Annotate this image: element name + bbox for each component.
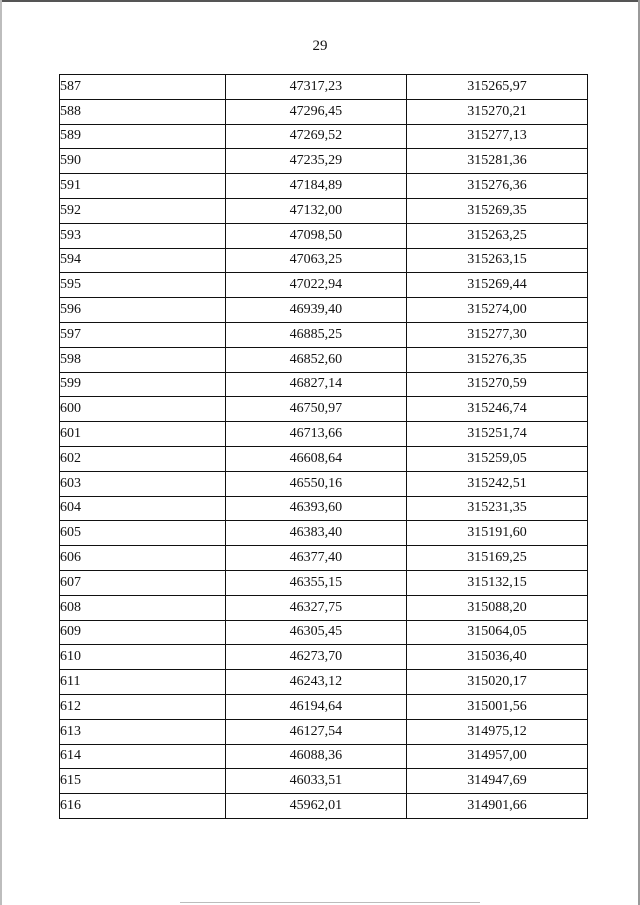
point-number-cell: 613 bbox=[60, 719, 226, 744]
y-coordinate-cell: 315263,25 bbox=[406, 223, 587, 248]
y-coordinate-cell: 315259,05 bbox=[406, 446, 587, 471]
point-number-cell: 608 bbox=[60, 595, 226, 620]
x-coordinate-cell: 46243,12 bbox=[225, 670, 406, 695]
y-coordinate-cell: 315281,36 bbox=[406, 149, 587, 174]
x-coordinate-cell: 46088,36 bbox=[225, 744, 406, 769]
table-row bbox=[60, 521, 588, 546]
coordinates-table bbox=[59, 74, 588, 819]
x-coordinate-cell: 46273,70 bbox=[225, 645, 406, 670]
point-number-cell: 598 bbox=[60, 347, 226, 372]
table-row bbox=[60, 372, 588, 397]
table-row bbox=[60, 496, 588, 521]
y-coordinate-cell: 315088,20 bbox=[406, 595, 587, 620]
y-coordinate-cell: 315265,97 bbox=[406, 75, 587, 100]
table-row bbox=[60, 620, 588, 645]
x-coordinate-cell: 46852,60 bbox=[225, 347, 406, 372]
table-row bbox=[60, 223, 588, 248]
point-number-cell: 588 bbox=[60, 99, 226, 124]
x-coordinate-cell: 47317,23 bbox=[225, 75, 406, 100]
table-row bbox=[60, 694, 588, 719]
y-coordinate-cell: 315274,00 bbox=[406, 298, 587, 323]
page-number: 29 bbox=[312, 38, 328, 54]
table-row bbox=[60, 174, 588, 199]
page-top-edge bbox=[0, 0, 640, 2]
table-row bbox=[60, 744, 588, 769]
point-number-cell: 593 bbox=[60, 223, 226, 248]
x-coordinate-cell: 46377,40 bbox=[225, 546, 406, 571]
point-number-cell: 604 bbox=[60, 496, 226, 521]
point-number-cell: 614 bbox=[60, 744, 226, 769]
y-coordinate-cell: 314957,00 bbox=[406, 744, 587, 769]
point-number-cell: 589 bbox=[60, 124, 226, 149]
y-coordinate-cell: 315246,74 bbox=[406, 397, 587, 422]
x-coordinate-cell: 47296,45 bbox=[225, 99, 406, 124]
x-coordinate-cell: 46305,45 bbox=[225, 620, 406, 645]
x-coordinate-cell: 47063,25 bbox=[225, 248, 406, 273]
point-number-cell: 606 bbox=[60, 546, 226, 571]
y-coordinate-cell: 315020,17 bbox=[406, 670, 587, 695]
table-row bbox=[60, 570, 588, 595]
table-row bbox=[60, 99, 588, 124]
x-coordinate-cell: 47022,94 bbox=[225, 273, 406, 298]
x-coordinate-cell: 46750,97 bbox=[225, 397, 406, 422]
x-coordinate-cell: 47269,52 bbox=[225, 124, 406, 149]
x-coordinate-cell: 46885,25 bbox=[225, 322, 406, 347]
y-coordinate-cell: 314947,69 bbox=[406, 769, 587, 794]
y-coordinate-cell: 315270,59 bbox=[406, 372, 587, 397]
table-row bbox=[60, 471, 588, 496]
table-row bbox=[60, 422, 588, 447]
x-coordinate-cell: 46550,16 bbox=[225, 471, 406, 496]
y-coordinate-cell: 315269,35 bbox=[406, 198, 587, 223]
y-coordinate-cell: 314901,66 bbox=[406, 794, 587, 819]
table-row bbox=[60, 595, 588, 620]
point-number-cell: 587 bbox=[60, 75, 226, 100]
table-row bbox=[60, 645, 588, 670]
table-row bbox=[60, 446, 588, 471]
point-number-cell: 602 bbox=[60, 446, 226, 471]
y-coordinate-cell: 315132,15 bbox=[406, 570, 587, 595]
x-coordinate-cell: 46713,66 bbox=[225, 422, 406, 447]
point-number-cell: 605 bbox=[60, 521, 226, 546]
table-row bbox=[60, 397, 588, 422]
x-coordinate-cell: 47235,29 bbox=[225, 149, 406, 174]
coordinates-table-body bbox=[60, 75, 588, 819]
x-coordinate-cell: 47184,89 bbox=[225, 174, 406, 199]
y-coordinate-cell: 314975,12 bbox=[406, 719, 587, 744]
point-number-cell: 611 bbox=[60, 670, 226, 695]
y-coordinate-cell: 315277,13 bbox=[406, 124, 587, 149]
table-row bbox=[60, 769, 588, 794]
point-number-cell: 599 bbox=[60, 372, 226, 397]
x-coordinate-cell: 46383,40 bbox=[225, 521, 406, 546]
x-coordinate-cell: 46033,51 bbox=[225, 769, 406, 794]
y-coordinate-cell: 315231,35 bbox=[406, 496, 587, 521]
table-row bbox=[60, 719, 588, 744]
table-row bbox=[60, 198, 588, 223]
x-coordinate-cell: 45962,01 bbox=[225, 794, 406, 819]
table-row bbox=[60, 273, 588, 298]
table-row bbox=[60, 248, 588, 273]
x-coordinate-cell: 46608,64 bbox=[225, 446, 406, 471]
table-row bbox=[60, 670, 588, 695]
y-coordinate-cell: 315036,40 bbox=[406, 645, 587, 670]
y-coordinate-cell: 315242,51 bbox=[406, 471, 587, 496]
x-coordinate-cell: 46327,75 bbox=[225, 595, 406, 620]
point-number-cell: 590 bbox=[60, 149, 226, 174]
y-coordinate-cell: 315276,36 bbox=[406, 174, 587, 199]
point-number-cell: 615 bbox=[60, 769, 226, 794]
table-row bbox=[60, 322, 588, 347]
point-number-cell: 612 bbox=[60, 694, 226, 719]
point-number-cell: 610 bbox=[60, 645, 226, 670]
point-number-cell: 591 bbox=[60, 174, 226, 199]
point-number-cell: 592 bbox=[60, 198, 226, 223]
point-number-cell: 595 bbox=[60, 273, 226, 298]
point-number-cell: 594 bbox=[60, 248, 226, 273]
y-coordinate-cell: 315001,56 bbox=[406, 694, 587, 719]
y-coordinate-cell: 315263,15 bbox=[406, 248, 587, 273]
x-coordinate-cell: 47132,00 bbox=[225, 198, 406, 223]
y-coordinate-cell: 315064,05 bbox=[406, 620, 587, 645]
y-coordinate-cell: 315191,60 bbox=[406, 521, 587, 546]
y-coordinate-cell: 315270,21 bbox=[406, 99, 587, 124]
point-number-cell: 616 bbox=[60, 794, 226, 819]
point-number-cell: 607 bbox=[60, 570, 226, 595]
x-coordinate-cell: 46939,40 bbox=[225, 298, 406, 323]
table-row bbox=[60, 298, 588, 323]
page-left-edge bbox=[0, 0, 2, 905]
table-row bbox=[60, 149, 588, 174]
table-row bbox=[60, 794, 588, 819]
point-number-cell: 609 bbox=[60, 620, 226, 645]
y-coordinate-cell: 315276,35 bbox=[406, 347, 587, 372]
x-coordinate-cell: 46127,54 bbox=[225, 719, 406, 744]
point-number-cell: 601 bbox=[60, 422, 226, 447]
point-number-cell: 596 bbox=[60, 298, 226, 323]
point-number-cell: 600 bbox=[60, 397, 226, 422]
y-coordinate-cell: 315269,44 bbox=[406, 273, 587, 298]
table-row bbox=[60, 347, 588, 372]
y-coordinate-cell: 315277,30 bbox=[406, 322, 587, 347]
x-coordinate-cell: 46393,60 bbox=[225, 496, 406, 521]
y-coordinate-cell: 315251,74 bbox=[406, 422, 587, 447]
x-coordinate-cell: 46194,64 bbox=[225, 694, 406, 719]
x-coordinate-cell: 46355,15 bbox=[225, 570, 406, 595]
x-coordinate-cell: 47098,50 bbox=[225, 223, 406, 248]
y-coordinate-cell: 315169,25 bbox=[406, 546, 587, 571]
table-row bbox=[60, 546, 588, 571]
table-row bbox=[60, 124, 588, 149]
point-number-cell: 597 bbox=[60, 322, 226, 347]
point-number-cell: 603 bbox=[60, 471, 226, 496]
x-coordinate-cell: 46827,14 bbox=[225, 372, 406, 397]
table-row bbox=[60, 75, 588, 100]
page-bottom-edge bbox=[180, 902, 480, 903]
